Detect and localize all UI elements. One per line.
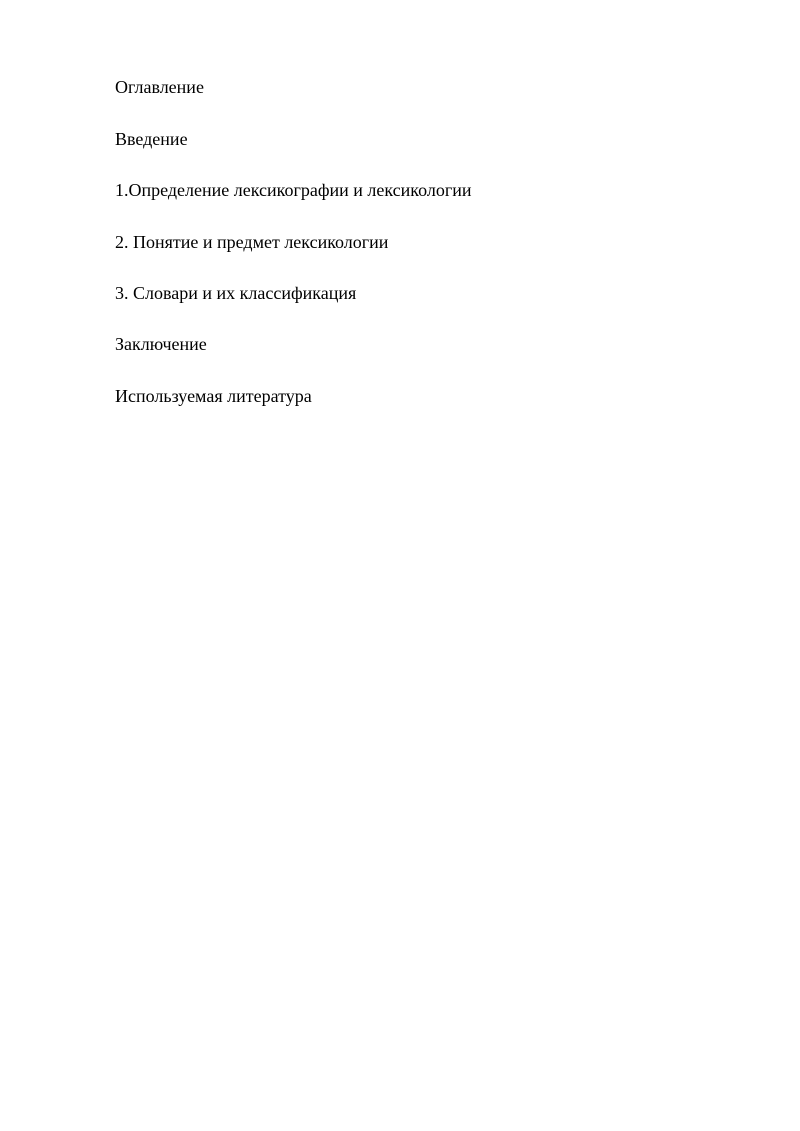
toc-item-introduction: Введение bbox=[115, 129, 188, 149]
toc-item-section-1: 1.Определение лексикографии и лексикологии bbox=[115, 180, 472, 200]
toc-item-references: Используемая литература bbox=[115, 386, 312, 406]
toc-item-conclusion: Заключение bbox=[115, 334, 207, 354]
toc-item-section-3: 3. Словари и их классификация bbox=[115, 283, 357, 303]
toc-item-section-2: 2. Понятие и предмет лексикологии bbox=[115, 232, 389, 252]
toc-heading: Оглавление bbox=[115, 77, 204, 97]
